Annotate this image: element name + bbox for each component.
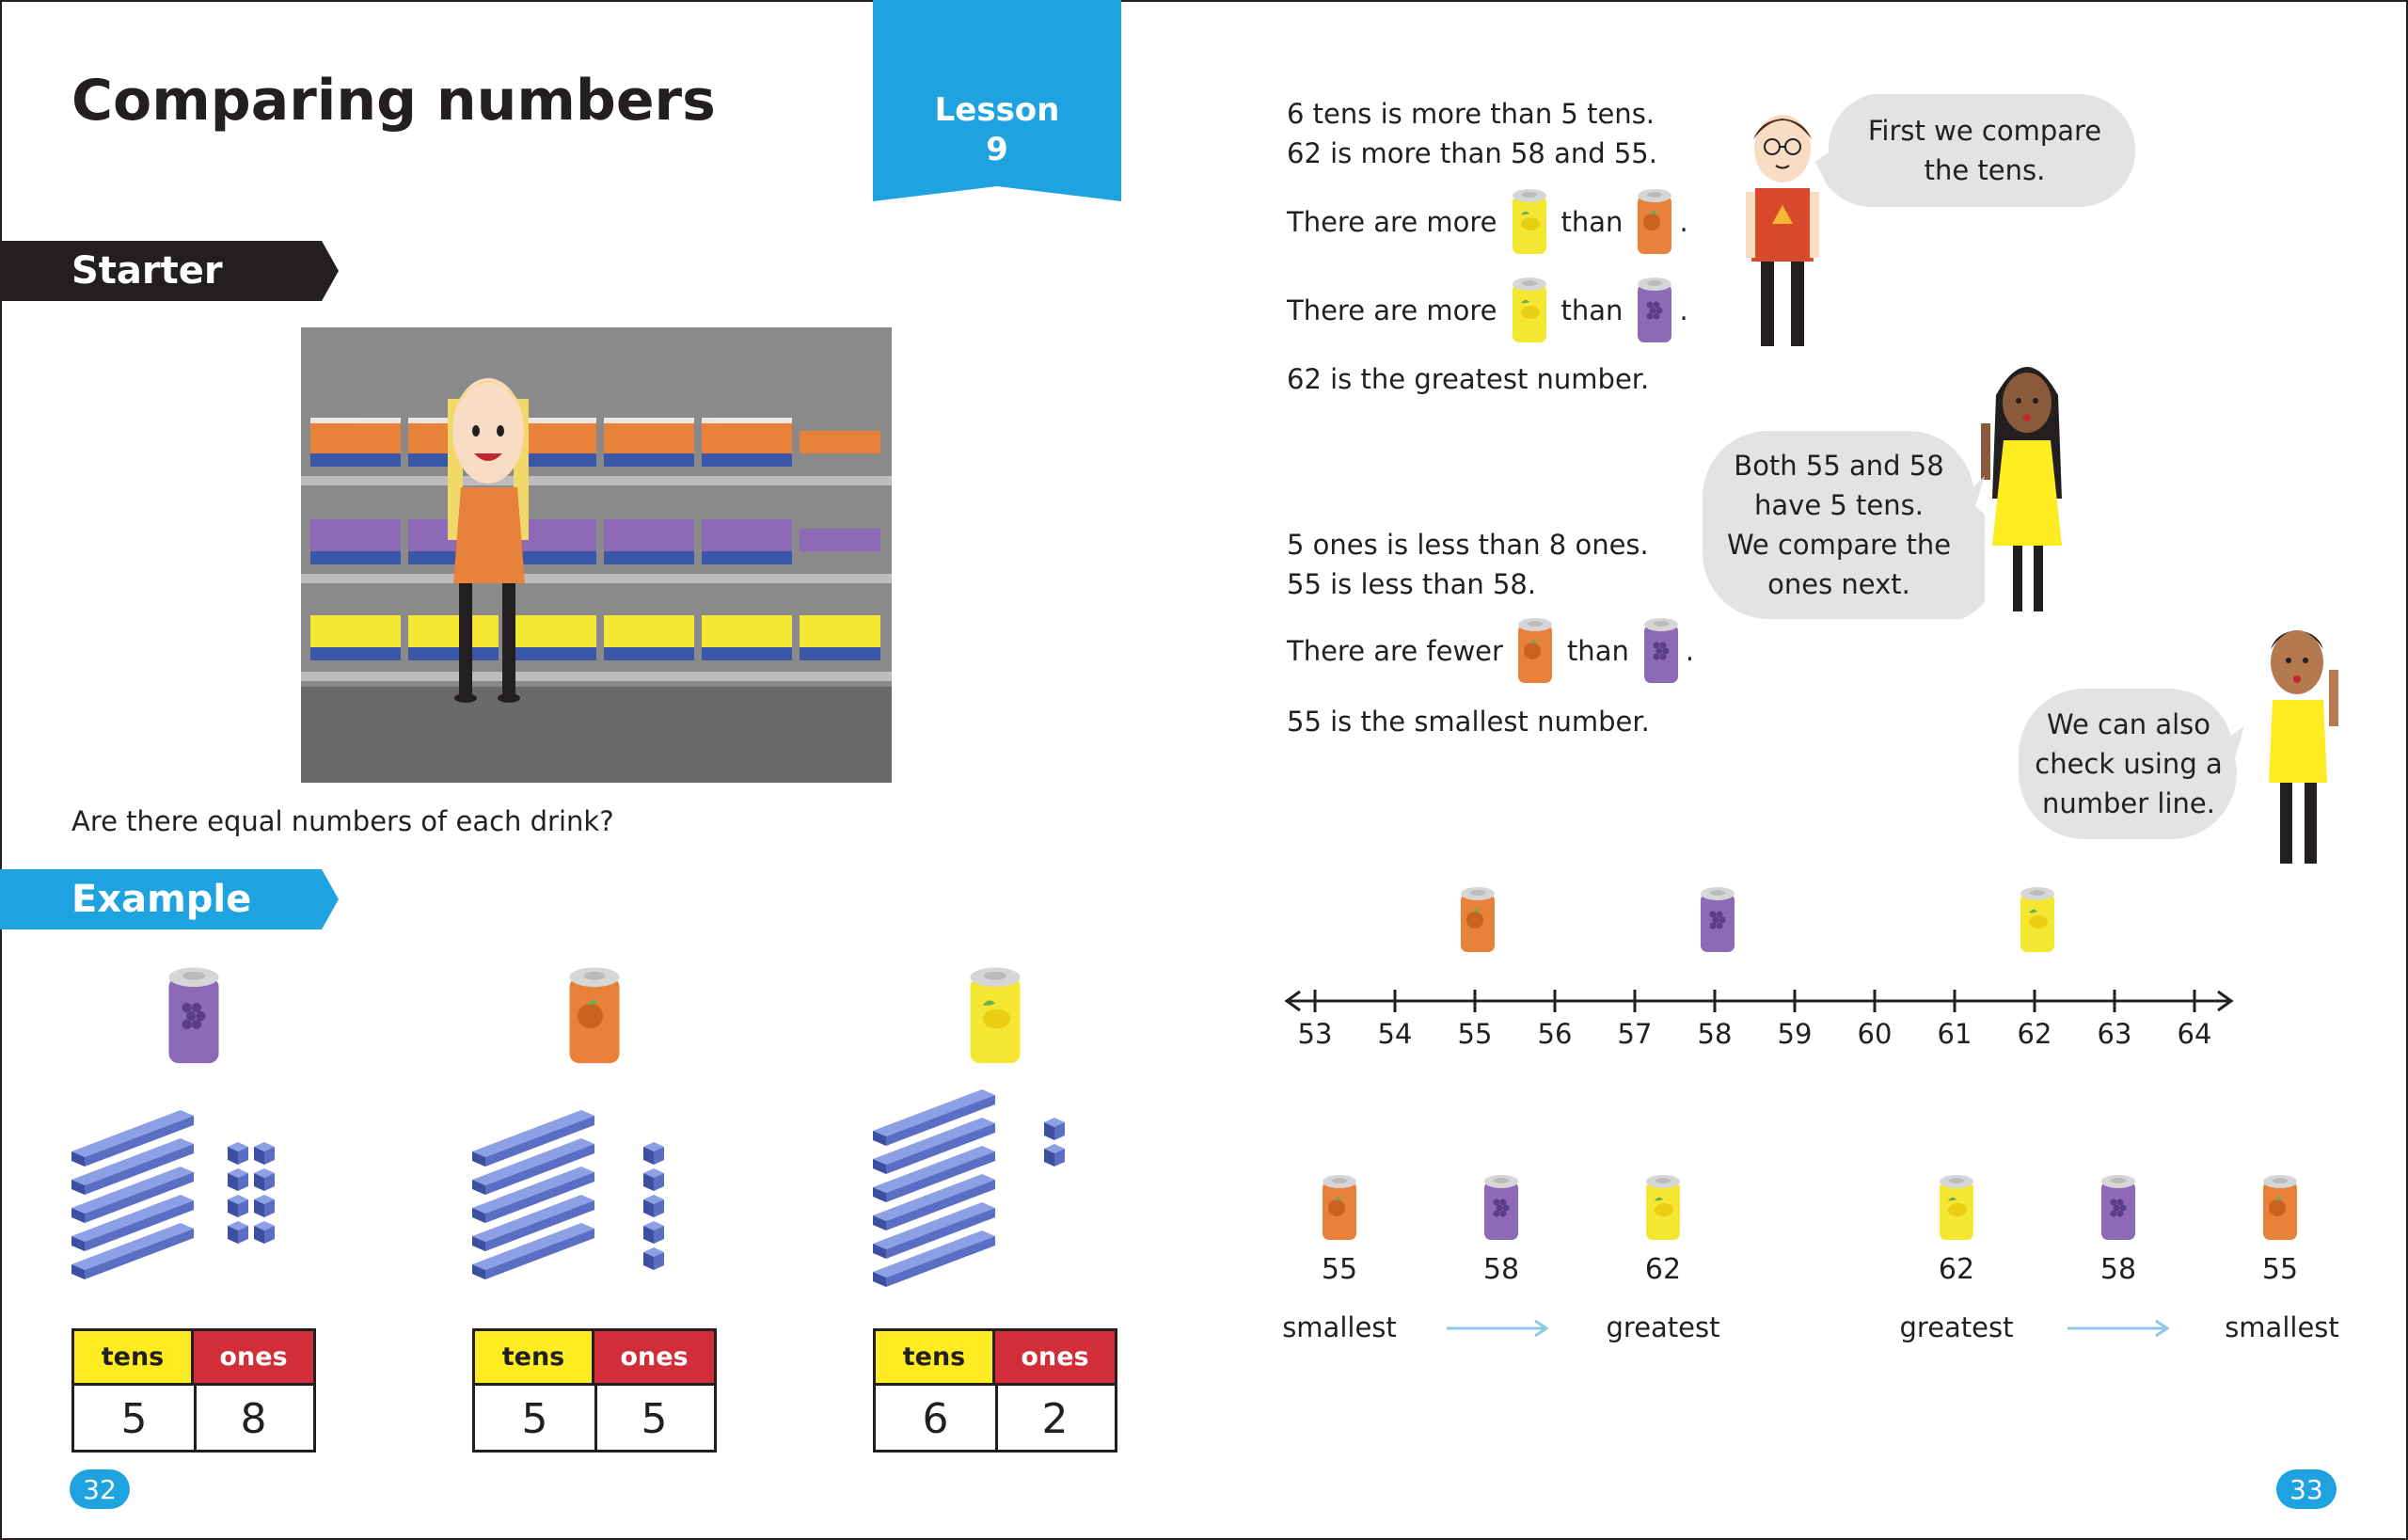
descending-value-3: 55 <box>2261 1253 2299 1286</box>
speech-bubble-3 <box>2019 689 2239 839</box>
page-number-left: 32 <box>70 1469 130 1509</box>
girl-character <box>1975 357 2079 621</box>
lesson-number: 9 <box>986 131 1008 168</box>
tick-label: 57 <box>1617 1018 1653 1050</box>
tick-label: 58 <box>1697 1018 1733 1050</box>
bubble-2-line-4: ones next. <box>1767 568 1910 600</box>
orange-can-icon <box>1516 615 1554 687</box>
base-ten-blocks-62 <box>873 1089 1117 1308</box>
tick-label: 59 <box>1777 1018 1813 1050</box>
ones-header: ones <box>594 1331 714 1386</box>
lesson-label: Lesson <box>934 91 1060 129</box>
lemon-can-icon <box>1938 1172 1975 1244</box>
ones-header: ones <box>194 1331 313 1386</box>
grape-can-icon <box>166 963 222 1069</box>
more-row-1-end: . <box>1679 206 1688 238</box>
ones-value: 5 <box>641 1395 668 1443</box>
text-line-3: 5 ones is less than 8 ones. <box>1287 529 1649 561</box>
shop-shelf-illustration <box>301 327 892 783</box>
bubble-1-line-2: the tens. <box>1924 154 2046 186</box>
tens-header: tens <box>876 1331 995 1386</box>
page-title: Comparing numbers <box>71 68 716 134</box>
speech-bubble-2 <box>1703 431 1975 619</box>
tick-label: 61 <box>1937 1018 1972 1050</box>
lemon-can-icon <box>1511 275 1548 346</box>
orange-can-marker-55 <box>1459 884 1497 956</box>
bubble-2-line-3: We compare the <box>1726 529 1952 561</box>
tick-label: 56 <box>1537 1018 1573 1050</box>
base-ten-blocks-58 <box>71 1110 316 1308</box>
tick-label: 60 <box>1857 1018 1893 1050</box>
starter-heading: Starter <box>71 249 223 293</box>
fewer-row <box>1287 613 1694 689</box>
more-row-2 <box>1287 273 1688 348</box>
starter-question: Are there equal numbers of each drink? <box>71 805 614 837</box>
page-number-right: 33 <box>2276 1469 2337 1509</box>
grape-can-marker-58 <box>1699 884 1736 956</box>
ascending-from-label: smallest <box>1282 1311 1397 1343</box>
bubble-2-line-2: have 5 tens. <box>1754 489 1924 521</box>
tick-label: 53 <box>1297 1018 1333 1050</box>
ascending-value-3: 62 <box>1644 1253 1682 1286</box>
fewer-row-pre: There are fewer <box>1287 635 1503 667</box>
tens-value: 5 <box>74 1386 197 1453</box>
ascending-to-label: greatest <box>1606 1311 1720 1343</box>
descending-to-label: smallest <box>2225 1311 2339 1343</box>
ones-value: 8 <box>240 1395 267 1443</box>
grape-can-icon <box>1636 275 1673 346</box>
place-value-table-62 <box>873 1328 1117 1453</box>
example-heading: Example <box>71 878 252 921</box>
place-value-table-55 <box>472 1328 717 1453</box>
ascending-value-1: 55 <box>1321 1253 1358 1286</box>
bubble-2-line-1: Both 55 and 58 <box>1734 450 1944 482</box>
bubble-3-line-2: check using a <box>2035 748 2223 780</box>
tick-label: 62 <box>2017 1018 2052 1050</box>
tens-value: 5 <box>475 1386 597 1453</box>
right-arrow-icon <box>2067 1319 2171 1338</box>
fewer-row-end: . <box>1685 635 1695 667</box>
more-row-1-pre: There are more <box>1287 206 1497 238</box>
bubble-3-line-3: number line. <box>2042 787 2215 819</box>
more-row-2-mid: than <box>1560 294 1624 326</box>
descending-value-1: 62 <box>1938 1253 1975 1286</box>
orange-can-icon <box>1636 186 1673 258</box>
text-line-4: 55 is less than 58. <box>1287 568 1537 600</box>
more-row-2-end: . <box>1679 294 1688 326</box>
orange-can-icon <box>1321 1172 1358 1244</box>
orange-can-icon <box>2261 1172 2299 1244</box>
descending-from-label: greatest <box>1899 1311 2014 1343</box>
lemon-can-icon <box>1511 186 1548 258</box>
speech-bubble-1 <box>1844 94 2126 207</box>
fewer-row-mid: than <box>1566 635 1629 667</box>
grape-can-icon <box>2099 1172 2137 1244</box>
ones-header: ones <box>995 1331 1115 1386</box>
tick-label: 55 <box>1457 1018 1493 1050</box>
number-line <box>1279 884 2239 1063</box>
smallest-statement: 55 is the smallest number. <box>1287 706 1650 738</box>
text-line-1: 6 tens is more than 5 tens. <box>1287 98 1656 130</box>
boy-character <box>2248 613 2352 873</box>
base-ten-blocks-55 <box>472 1110 717 1308</box>
lemon-can-icon <box>967 963 1023 1069</box>
greatest-statement: 62 is the greatest number. <box>1287 363 1650 395</box>
tens-value: 6 <box>876 1386 998 1453</box>
bubble-3-line-1: We can also <box>2046 708 2211 740</box>
lemon-can-marker-62 <box>2019 884 2056 956</box>
grape-can-icon <box>1642 615 1680 687</box>
lemon-can-icon <box>1644 1172 1682 1244</box>
tick-label: 54 <box>1377 1018 1413 1050</box>
bubble-1-line-1: First we compare <box>1867 115 2102 147</box>
tens-header: tens <box>475 1331 594 1386</box>
more-row-2-pre: There are more <box>1287 294 1497 326</box>
grape-can-icon <box>1482 1172 1520 1244</box>
tens-header: tens <box>74 1331 194 1386</box>
ascending-value-2: 58 <box>1482 1253 1520 1286</box>
ones-value: 2 <box>1041 1395 1069 1443</box>
tick-label: 64 <box>2177 1018 2212 1050</box>
right-arrow-icon <box>1447 1319 1550 1338</box>
place-value-table-58 <box>71 1328 316 1453</box>
more-row-1-mid: than <box>1560 206 1624 238</box>
tick-label: 63 <box>2097 1018 2132 1050</box>
more-row-1 <box>1287 184 1688 260</box>
descending-value-2: 58 <box>2099 1253 2137 1286</box>
text-line-2: 62 is more than 58 and 55. <box>1287 137 1657 169</box>
orange-can-icon <box>566 963 623 1069</box>
